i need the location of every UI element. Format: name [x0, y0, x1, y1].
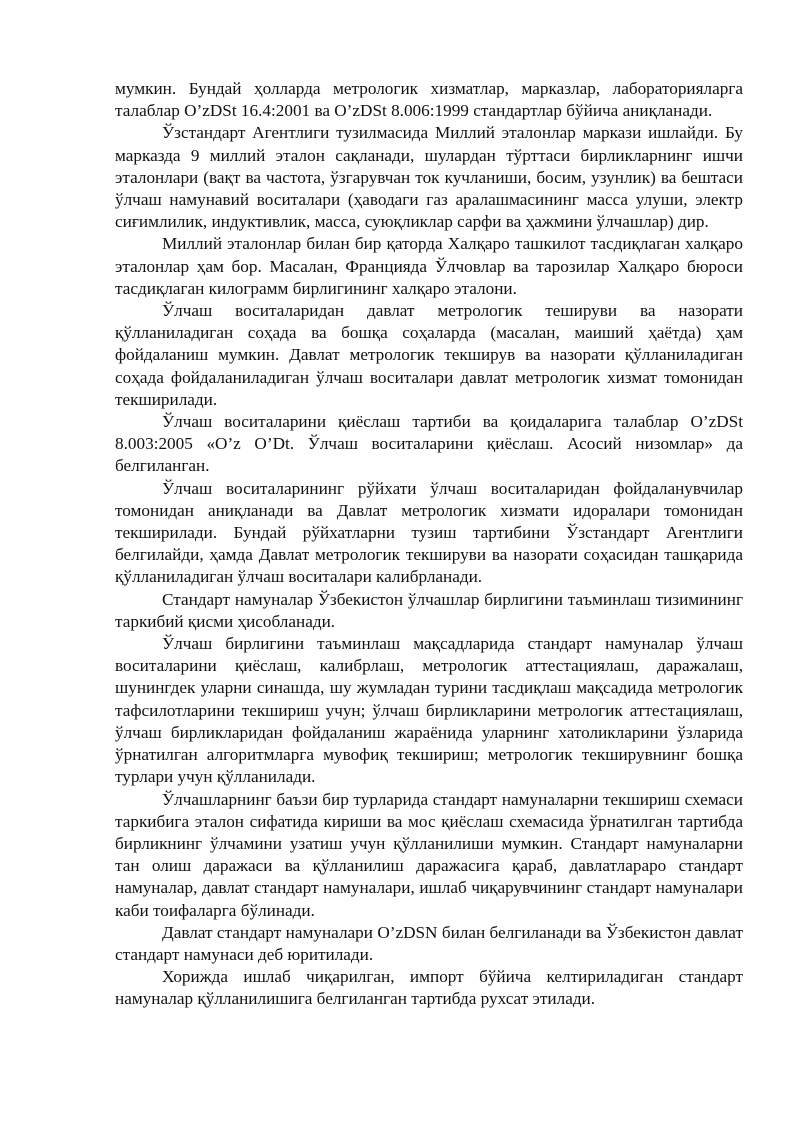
paragraph-national-standards-center: Ўзстандарт Агентлиги тузилмасида Миллий эталонлар маркази ишлайди. Бу марказда 9 миллий эталон сақланади, шулардан тўрттаси бирликларнинг ишчи эталонлари (вақт ва частота, ўзгарувчан ток кучланиши, босим, узунлик) ва бештаси ўлчаш намунавий воситалари (ҳаводаги газ аралашмасининг масса улуши, электр сиғимлилик, индуктивлик, масса, суюқликлар сарфи ва ҳажмини ўлчашлар) дир.: [115, 123, 743, 232]
paragraph-state-reference-materials: Давлат стандарт намуналари O’zDSN билан белгиланади ва Ўзбекистон давлат стандарт намунаси деб юритилади.: [115, 922, 743, 964]
paragraph-measuring-instruments-usage: Ўлчаш воситаларидан давлат метрологик тешируви ва назорати қўлланиладиган соҳада ва бошқа соҳаларда (масалан, маиший ҳаётда) ҳам фойдаланиш мумкин. Давлат метрологик текширув ва назорати қўлланиладиган соҳада фойдаланиладиган ўлчаш воситалари давлат метрологик хизмат томонидан текширилади.: [115, 301, 743, 409]
paragraph-reference-materials-purpose: Ўлчаш бирлигини таъминлаш мақсадларида стандарт намуналар ўлчаш воситаларини қиёслаш, калибрлаш, метрологик аттестациялаш, даражалаш, шунингдек уларни синашда, шу жумладан турини тасдиқлаш мақсадида метрологик тафсилотларини текшириш учун; ўлчаш бирликларини метрологик аттестациялаш, ўлчаш бирликларидан фойдаланиш жараёнида уларнинг хатоликларини ўзларида ўрнатилган алгоритмларга мувофиқ текшириш; метрологик текширувнинг бошқа турлари учун қўлланилади.: [115, 634, 743, 787]
paragraph-verification-rules: Ўлчаш воситаларини қиёслаш тартиби ва қоидаларига талаблар O’zDSt 8.003:2005 «O’z O’Dt. Ўлчаш воситаларини қиёслаш. Асосий низомлар» да белгиланган.: [115, 412, 743, 476]
paragraph-reference-materials: Стандарт намуналар Ўзбекистон ўлчашлар бирлигини таъминлаш тизимининг таркибий қисми ҳисобланади.: [115, 589, 743, 631]
paragraph-continuation: мумкин. Бундай ҳолларда метрологик хизматлар, марказлар, лабораторияларга талаблар O’zDSt 16.4:2001 ва O’zDSt 8.006:1999 стандартлар бўйича аниқланади.: [115, 79, 743, 121]
paragraph-reference-materials-categories: Ўлчашларнинг баъзи бир турларида стандарт намуналарни текшириш схемаси таркибига эталон сифатида кириши ва мос қиёслаш схемасида ўрнатилган тартибда бирликнинг ўлчамини узатиш учун қўлланилиши мумкин. Стандарт намуналарни тан олиш даражаси ва қўлланилиш даражасига қараб, давлатлараро стандарт намуналар, давлат стандарт намуналари, ишлаб чиқарувчининг стандарт намуналари каби тоифаларга бўлинади.: [115, 789, 743, 920]
paragraph-international-standards: Миллий эталонлар билан бир қаторда Халқаро ташкилот тасдиқлаган халқаро эталонлар ҳам бор. Масалан, Францияда Ўлчовлар ва тарозилар Халқаро бюроси тасдиқлаган килограмм бирлигининг халқаро эталони.: [115, 234, 743, 298]
paragraph-imported-reference-materials: Хорижда ишлаб чиқарилган, импорт бўйича келтириладиган стандарт намуналар қўлланилишига белгиланган тартибда рухсат этилади.: [115, 967, 743, 1009]
paragraph-instruments-list: Ўлчаш воситаларининг рўйхати ўлчаш воситаларидан фойдаланувчилар томонидан аниқланади ва Давлат метрологик хизмати идоралари томонидан текширилади. Бундай рўйхатларни тузиш тартибини Ўзстандарт Агентлиги белгилайди, ҳамда Давлат метрологик текшируви ва назорати соҳасидан ташқарида қўлланиладиган ўлчаш воситалари калибрланади.: [115, 478, 743, 587]
document-page: [115, 78, 743, 1011]
